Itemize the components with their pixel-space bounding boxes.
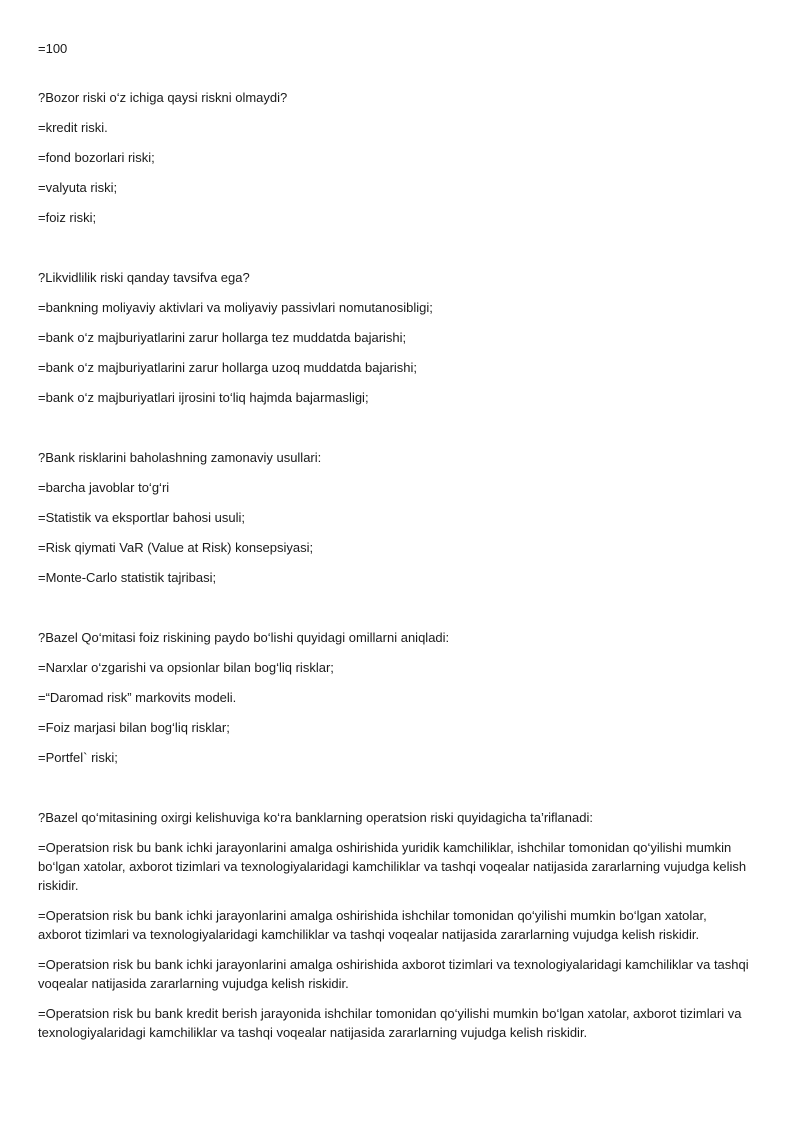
answer-option: =Portfel` riski;: [38, 750, 118, 765]
question-block-5: [38, 808, 750, 1042]
answer-option: =kredit riski.: [38, 120, 108, 135]
answer-option: =Foiz marjasi bilan bog‘liq risklar;: [38, 720, 230, 735]
answer-option: =Monte-Carlo statistik tajribasi;: [38, 570, 217, 585]
answer-option: =bank o‘z majburiyatlarini zarur hollarga tez muddatda bajarishi;: [38, 330, 407, 345]
answer-option: =bank o‘z majburiyatlarini zarur hollarga uzoq muddatda bajarishi;: [38, 360, 418, 375]
answer-option: =“Daromad risk” markovits modeli.: [38, 690, 237, 705]
answer-option: =foiz riski;: [38, 210, 97, 225]
answer-option: =bankning moliyaviy aktivlari va moliyaviy passivlari nomutanosibligi;: [38, 300, 433, 315]
answer-option: =barcha javoblar to‘g‘ri: [38, 480, 170, 495]
question-block-3: [38, 448, 750, 587]
answer-option: =Operatsion risk bu bank ichki jarayonlarini amalga oshirishida axborot tizimlari va texnologiyalaridagi kamchiliklar va tashqi voqealar natijasida zararlarning vujudga kelish riskidir.: [38, 957, 749, 991]
answer-option: =Operatsion risk bu bank ichki jarayonlarini amalga oshirishida ishchilar tomonidan qo‘yilishi mumkin bo‘lgan xatolar, axborot tizimlari va texnologiyalaridagi kamchiliklar va tashqi voqealar natijasida zararlarning vujudga kelish riskidir.: [38, 908, 707, 942]
answer-option: =fond bozorlari riski;: [38, 150, 155, 165]
question-text: ?Bank risklarini baholashning zamonaviy usullari:: [38, 450, 322, 465]
document-page: [38, 39, 750, 1053]
answer-option: =Statistik va eksportlar bahosi usuli;: [38, 510, 246, 525]
question-text: ?Bozor riski o‘z ichiga qaysi riskni olmaydi?: [38, 90, 288, 105]
answer-option: =bank o‘z majburiyatlari ijrosini to‘liq hajmda bajarmasligi;: [38, 390, 369, 405]
answer-option: =Narxlar o‘zgarishi va opsionlar bilan bog‘liq risklar;: [38, 660, 334, 675]
question-block-1: [38, 88, 750, 227]
answer-option: =Operatsion risk bu bank kredit berish jarayonida ishchilar tomonidan qo‘yilishi mumkin bo‘lgan xatolar, axborot tizimlari va texnologiyalaridagi kamchiliklar va tashqi voqealar natijasida zararlarning vujudga kelish riskidir.: [38, 1006, 742, 1040]
question-block-2: [38, 268, 750, 407]
answer-option: =Risk qiymati VaR (Value at Risk) konsepsiyasi;: [38, 540, 314, 555]
answer-option: =valyuta riski;: [38, 180, 118, 195]
question-block-4: [38, 628, 750, 767]
answer-option: =Operatsion risk bu bank ichki jarayonlarini amalga oshirishida yuridik kamchiliklar, ishchilar tomonidan qo‘yilishi mumkin bo‘lgan xatolar, axborot tizimlari va texnologiyalaridagi kamchiliklar va tashqi voqealar natijasida zararlarning vujudga kelish riskidir.: [38, 840, 747, 893]
question-text: ?Bazel qo‘mitasining oxirgi kelishuviga ko‘ra banklarning operatsion riski quyidagicha ta’riflanadi:: [38, 810, 593, 825]
header-line: =100: [38, 41, 68, 56]
question-text: ?Likvidlilik riski qanday tavsifva ega?: [38, 270, 250, 285]
question-text: ?Bazel Qo‘mitasi foiz riskining paydo bo‘lishi quyidagi omillarni aniqladi:: [38, 630, 450, 645]
